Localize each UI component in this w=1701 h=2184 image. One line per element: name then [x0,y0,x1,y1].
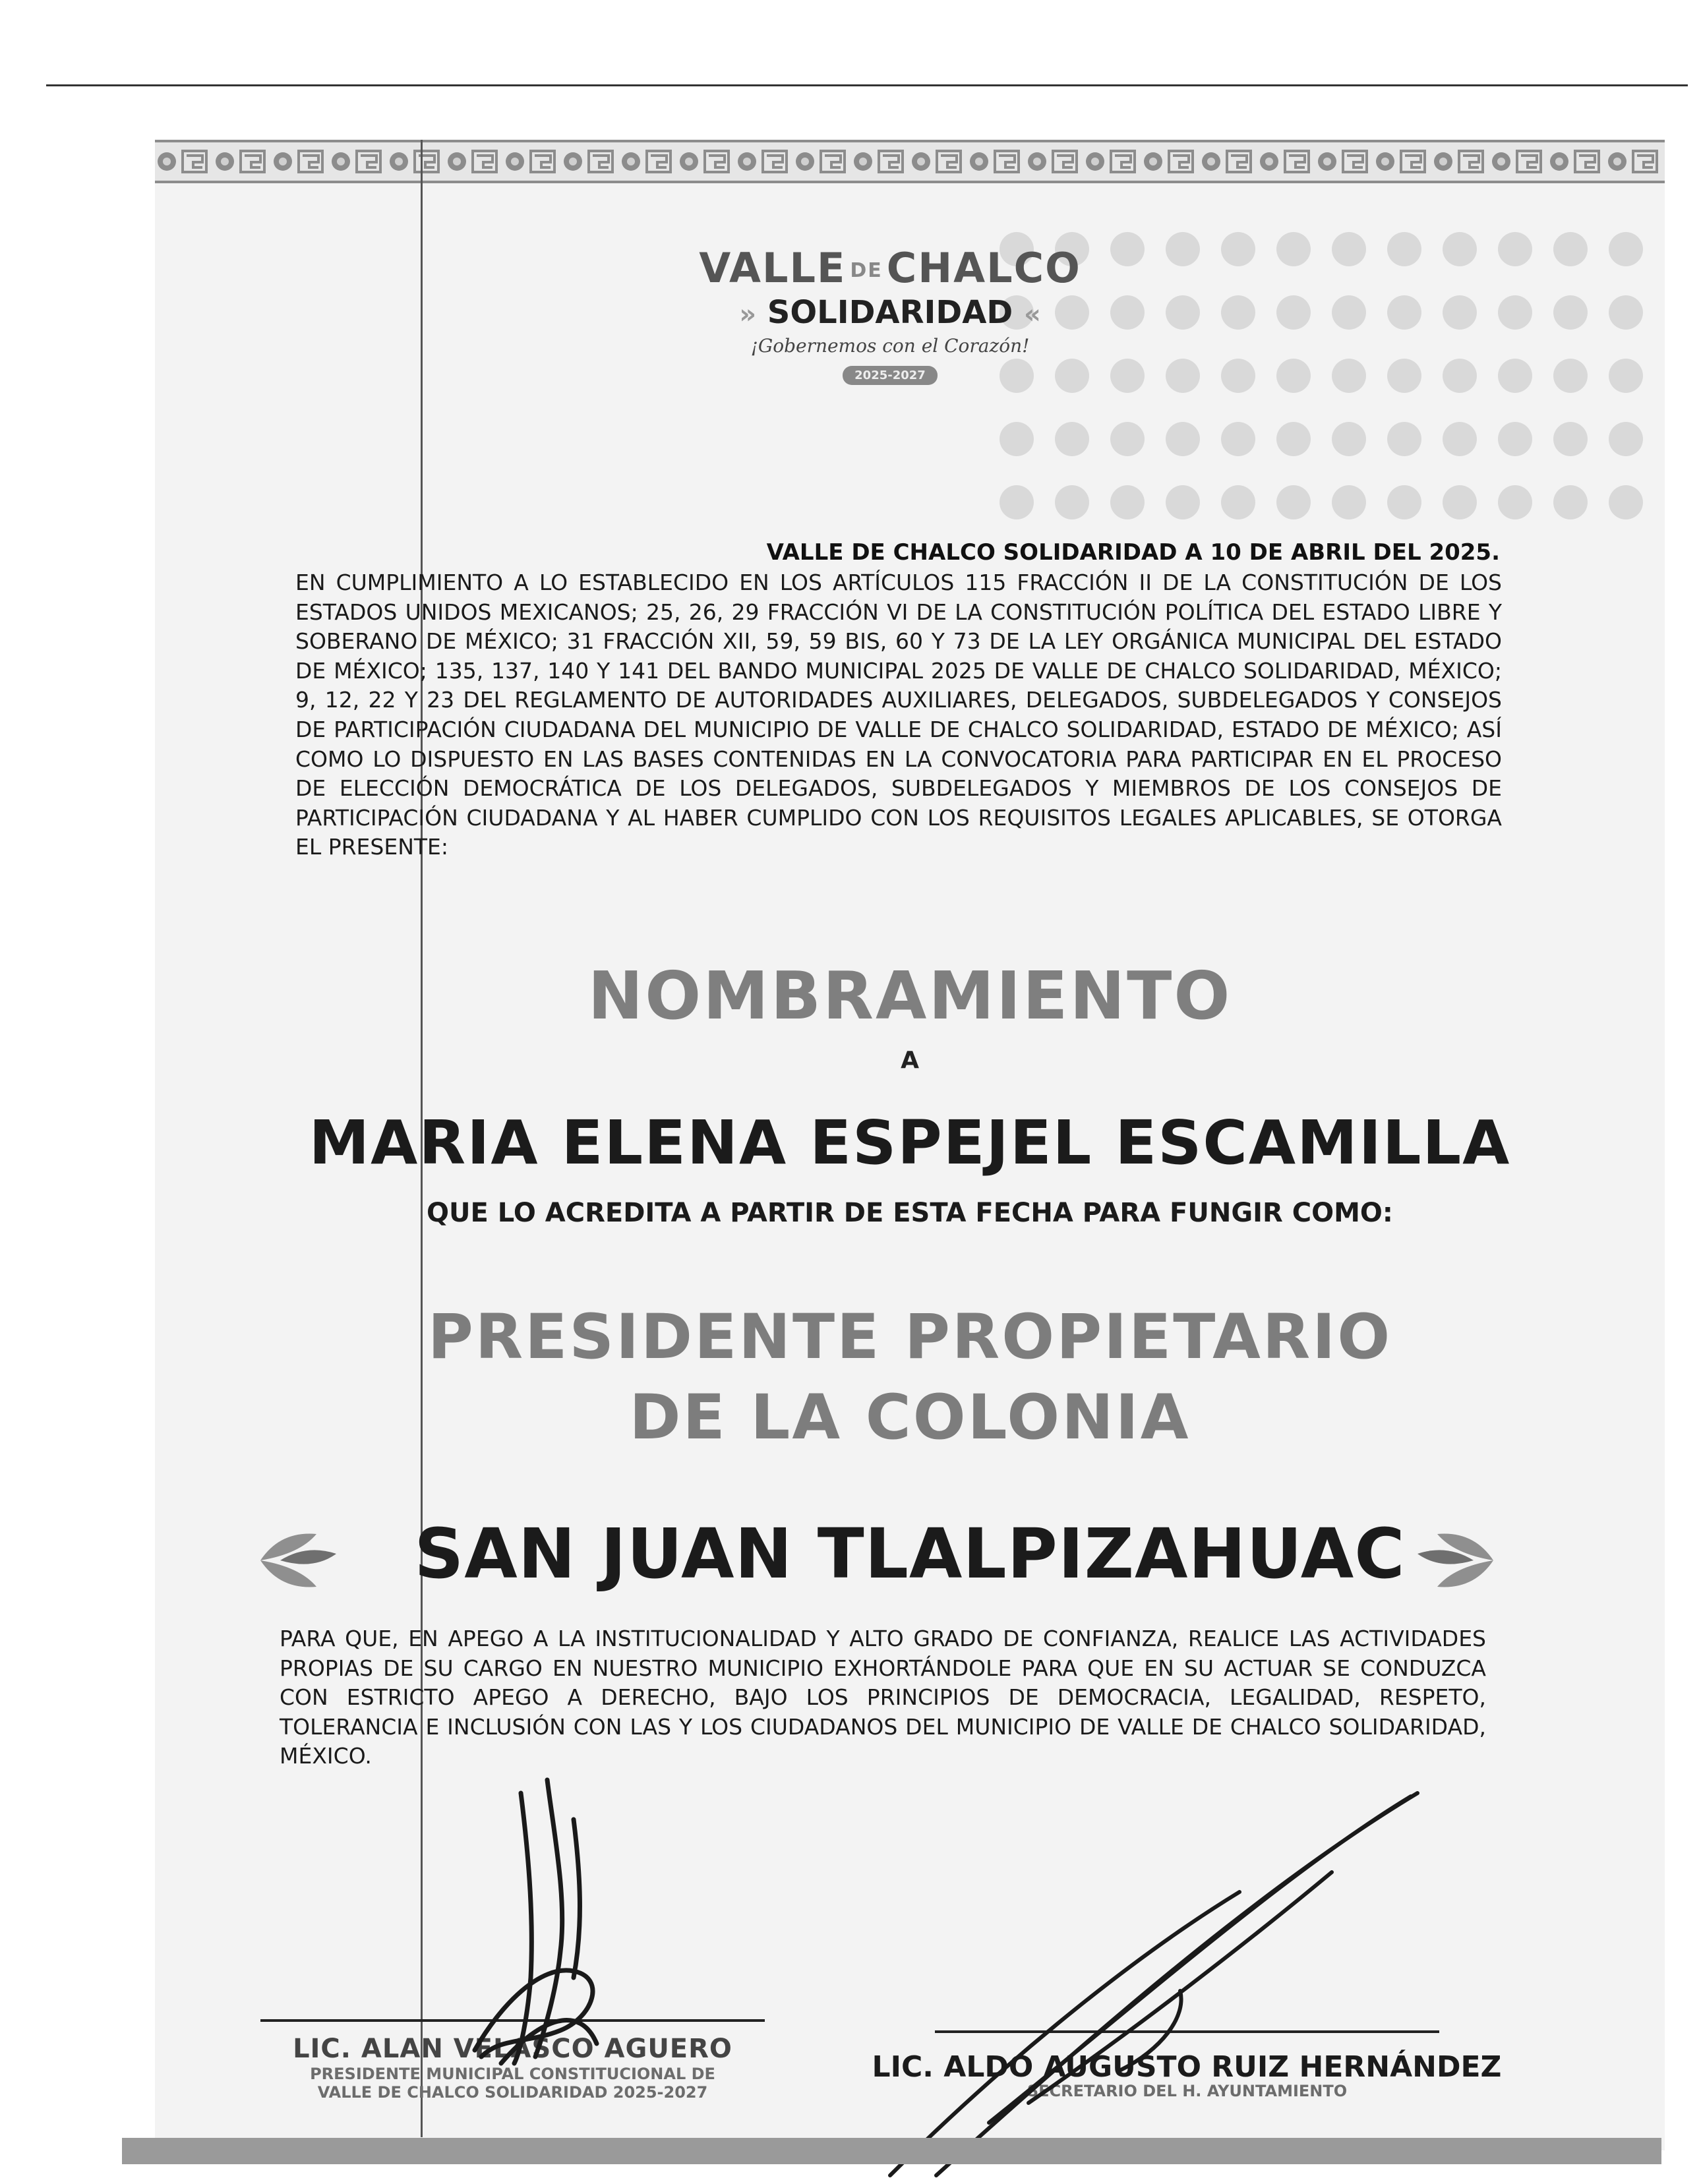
document-heading: NOMBRAMIENTO [587,957,1232,1034]
leaf-right-icon [1414,1518,1500,1603]
logo-subtitle [659,294,1121,333]
chevron-left-icon: « [1023,299,1041,330]
signer-title-left-line2: VALLE DE CHALCO SOLIDARIDAD 2025-2027 [317,2083,708,2102]
logo-slogan: ¡Gobernemos con el Corazón! [750,334,1030,357]
signer-name-left: LIC. ALAN VELASCO AGUERO [293,2034,732,2064]
accreditation-line: QUE LO ACREDITA A PARTIR DE ESTA FECHA PARA FUNGIR COMO: [427,1198,1393,1228]
signer-title-left-line1: PRESIDENTE MUNICIPAL CONSTITUCIONAL DE [310,2065,715,2083]
colonia-name: SAN JUAN TLALPIZAHUAC [414,1514,1406,1594]
municipality-logo [659,245,1121,385]
logo-title [659,245,1121,294]
document-date: VALLE DE CHALCO SOLIDARIDAD A 10 DE ABRIL DEL 2025. [766,539,1500,566]
signer-title-left [260,2065,765,2102]
signer-title-right: SECRETARIO DEL H. AYUNTAMIENTO [1027,2082,1348,2100]
logo-years-badge: 2025-2027 [843,366,938,385]
top-rule [46,84,1688,86]
signer-name-right: LIC. ALDO AUGUSTO RUIZ HERNÁNDEZ [872,2050,1502,2084]
intro-paragraph: EN CUMPLIMIENTO A LO ESTABLECIDO EN LOS ARTÍCULOS 115 FRACCIÓN II DE LA CONSTITUCIÓN DE LOS ESTADOS UNIDOS MEXICANOS; 25, 26, 29 FRACCIÓN VI DE LA CONSTITUCIÓN POLÍTICA DEL ESTADO LIBRE Y SOBERANO DE MÉXICO; 31 FRACCIÓN XII, 59, 59 BIS, 60 Y 73 DE LA LEY ORGÁNICA MUNICIPAL DEL ESTADO DE MÉXICO; 135, 137, 140 Y 141 DEL BANDO MUNICIPAL 2025 DE VALLE DE CHALCO SOLIDARIDAD, MÉXICO; 9, 12, 22 Y 23 DEL REGLAMENTO DE AUTORIDADES AUXILIARES, DELEGADOS, SUBDELEGADOS Y CONSEJOS DE PARTICIPACIÓN CIUDADANA DEL MUNICIPIO DE VALLE DE CHALCO SOLIDARIDAD, ESTADO DE MÉXICO; ASÍ COMO LO DISPUESTO EN LAS BASES CONTENIDAS EN LA CONVOCATORIA PARA PARTICIPAR EN EL PROCESO DE ELECCIÓN DEMOCRÁTICA DE LOS DELEGADOS, SUBDELEGADOS Y MIEMBROS DE LOS CONSEJOS DE PARTICIPACIÓN CIUDADANA Y AL HABER CUMPLIDO CON LOS REQUISITOS LEGALES APLICABLES, SE OTORGA EL PRESENTE: [295,570,1502,860]
heading-connector: A [901,1047,919,1074]
closing-paragraph: PARA QUE, EN APEGO A LA INSTITUCIONALIDAD Y ALTO GRADO DE CONFIANZA, REALICE LAS ACTIVIDADES PROPIAS DE SU CARGO EN NUESTRO MUNICIPIO EXHORTÁNDOLE PARA QUE EN SU ACTUAR SE CONDUZCA CON ESTRICTO APEGO A DERECHO, BAJO LOS PRINCIPIOS DE DEMOCRACIA, LEGALIDAD, RESPETO, TOLERANCIA E INCLUSIÓN CON LAS Y LOS CIUDADANOS DEL MUNICIPIO DE VALLE DE CHALCO SOLIDARIDAD, MÉXICO. [280,1626,1486,1769]
decorative-border-band [155,140,1665,183]
logo-word-valle: VALLE [699,244,847,292]
position-title-line2: DE LA COLONIA [629,1382,1191,1454]
logo-word-solidaridad: SOLIDARIDAD [767,293,1013,331]
appointee-name: MARIA ELENA ESPEJEL ESCAMILLA [309,1107,1511,1178]
signature-line-left [260,2019,765,2022]
logo-word-de: DE [850,258,883,282]
leaf-left-icon [254,1518,340,1603]
position-title-line1: PRESIDENTE PROPIETARIO [427,1301,1392,1373]
chevron-right-icon: » [739,299,757,330]
logo-word-chalco: CHALCO [886,244,1081,292]
signature-line-right [935,2030,1439,2033]
bottom-band [122,2138,1661,2164]
